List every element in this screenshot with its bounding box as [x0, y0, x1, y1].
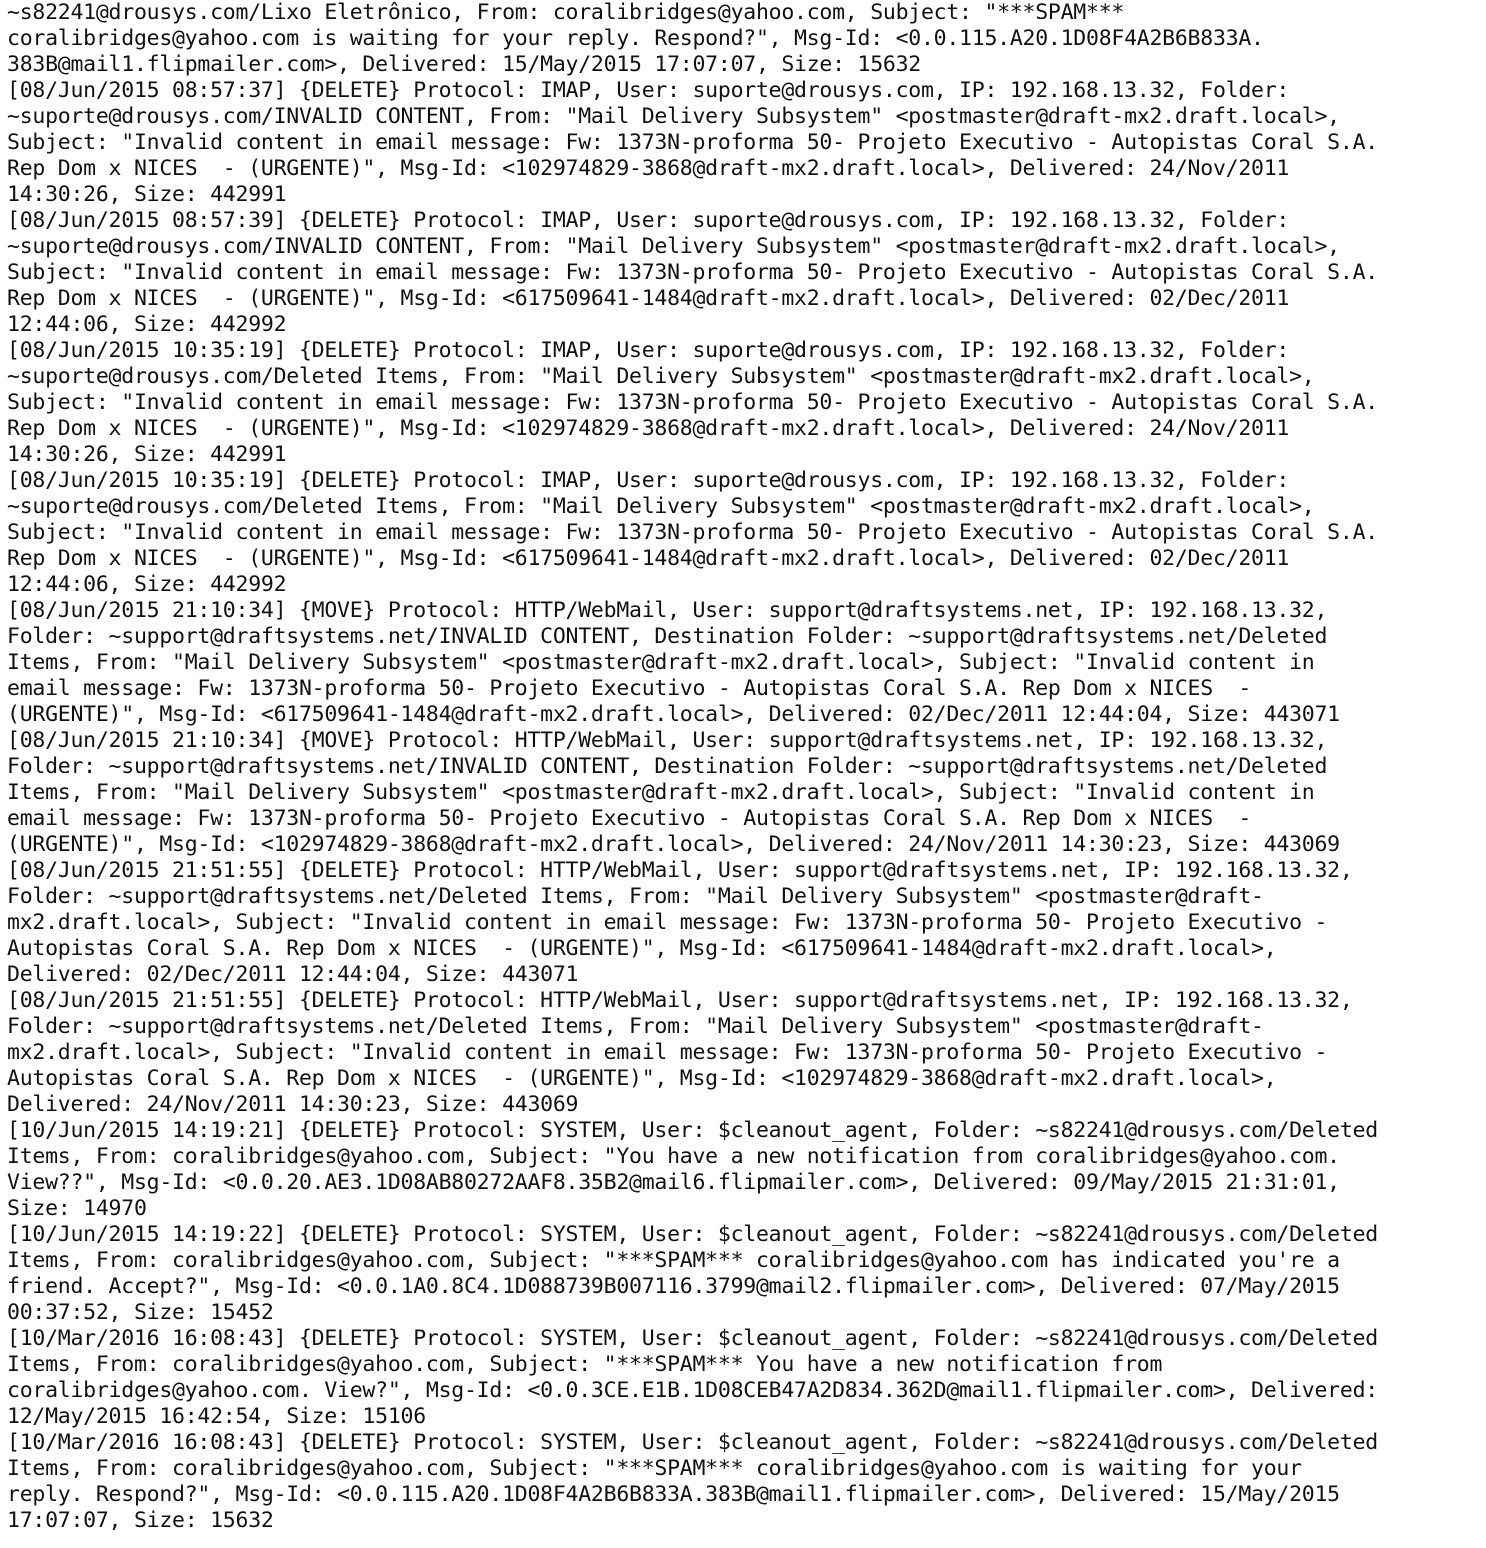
log-line: ~suporte@drousys.com/INVALID CONTENT, From: "Mail Delivery Subsystem" <postmaster@draft-mx2.draft.local>,: [7, 234, 1340, 259]
log-line: 12:44:06, Size: 442992: [7, 312, 287, 337]
log-line: coralibridges@yahoo.com is waiting for your reply. Respond?", Msg-Id: <0.0.115.A20.1D08F4A2B6B833A.: [7, 26, 1264, 51]
log-line: [10/Mar/2016 16:08:43] {DELETE} Protocol: SYSTEM, User: $cleanout_agent, Folder: ~s82241@drousys.com/Deleted: [7, 1326, 1378, 1351]
log-line: Items, From: coralibridges@yahoo.com, Subject: "***SPAM*** coralibridges@yahoo.com has indicated you're a: [7, 1248, 1340, 1273]
log-line: Items, From: "Mail Delivery Subsystem" <postmaster@draft-mx2.draft.local>, Subject: "Invalid content in: [7, 780, 1315, 805]
log-line: 14:30:26, Size: 442991: [7, 182, 287, 207]
log-line: Rep Dom x NICES - (URGENTE)", Msg-Id: <102974829-3868@draft-mx2.draft.local>, Delivered: 24/Nov/2011: [7, 416, 1290, 441]
log-line: 14:30:26, Size: 442991: [7, 442, 287, 467]
log-line: (URGENTE)", Msg-Id: <617509641-1484@draft-mx2.draft.local>, Delivered: 02/Dec/2011 12:44:04, Size: 443071: [7, 702, 1340, 727]
log-line: Autopistas Coral S.A. Rep Dom x NICES - (URGENTE)", Msg-Id: <102974829-3868@draft-mx2.draft.local>,: [7, 1066, 1277, 1091]
log-line: (URGENTE)", Msg-Id: <102974829-3868@draft-mx2.draft.local>, Delivered: 24/Nov/2011 14:30:23, Size: 443069: [7, 832, 1340, 857]
log-line: Subject: "Invalid content in email message: Fw: 1373N-proforma 50- Projeto Executivo - Autopistas Coral S.A.: [7, 390, 1378, 415]
log-line: Items, From: coralibridges@yahoo.com, Subject: "***SPAM*** You have a new notification from: [7, 1352, 1163, 1377]
log-line: reply. Respond?", Msg-Id: <0.0.115.A20.1D08F4A2B6B833A.383B@mail1.flipmailer.com>, Delivered: 15/May/2015: [7, 1482, 1340, 1507]
log-line: [08/Jun/2015 10:35:19] {DELETE} Protocol: IMAP, User: suporte@drousys.com, IP: 192.168.13.32, Folder:: [7, 468, 1290, 493]
log-line: ~s82241@drousys.com/Lixo Eletrônico, From: coralibridges@yahoo.com, Subject: "***SPAM***: [7, 0, 1125, 25]
log-line: mx2.draft.local>, Subject: "Invalid content in email message: Fw: 1373N-proforma 50- Projeto Executivo -: [7, 1040, 1328, 1065]
log-line: 17:07:07, Size: 15632: [7, 1508, 274, 1533]
log-line: Rep Dom x NICES - (URGENTE)", Msg-Id: <617509641-1484@draft-mx2.draft.local>, Delivered: 02/Dec/2011: [7, 546, 1290, 571]
log-line: ~suporte@drousys.com/Deleted Items, From: "Mail Delivery Subsystem" <postmaster@draft-mx2.draft.local>,: [7, 494, 1315, 519]
log-line: Items, From: coralibridges@yahoo.com, Subject: "You have a new notification from coralibridges@yahoo.com.: [7, 1144, 1340, 1169]
log-line: email message: Fw: 1373N-proforma 50- Projeto Executivo - Autopistas Coral S.A. Rep Dom x NICES -: [7, 806, 1252, 831]
log-line: [08/Jun/2015 21:51:55] {DELETE} Protocol: HTTP/WebMail, User: support@draftsystems.net, IP: 192.168.13.32,: [7, 858, 1353, 883]
log-line: Autopistas Coral S.A. Rep Dom x NICES - (URGENTE)", Msg-Id: <617509641-1484@draft-mx2.draft.local>,: [7, 936, 1277, 961]
log-line: Delivered: 02/Dec/2011 12:44:04, Size: 443071: [7, 962, 579, 987]
log-line: email message: Fw: 1373N-proforma 50- Projeto Executivo - Autopistas Coral S.A. Rep Dom x NICES -: [7, 676, 1252, 701]
log-line: ~suporte@drousys.com/Deleted Items, From: "Mail Delivery Subsystem" <postmaster@draft-mx2.draft.local>,: [7, 364, 1315, 389]
log-text-view[interactable]: [7, 0, 1483, 1534]
log-line: [08/Jun/2015 21:10:34] {MOVE} Protocol: HTTP/WebMail, User: support@draftsystems.net, IP: 192.168.13.32,: [7, 598, 1328, 623]
log-line: Folder: ~support@draftsystems.net/Deleted Items, From: "Mail Delivery Subsystem" <postmaster@draft-: [7, 1014, 1264, 1039]
log-line: Rep Dom x NICES - (URGENTE)", Msg-Id: <617509641-1484@draft-mx2.draft.local>, Delivered: 02/Dec/2011: [7, 286, 1290, 311]
log-line: Folder: ~support@draftsystems.net/Deleted Items, From: "Mail Delivery Subsystem" <postmaster@draft-: [7, 884, 1264, 909]
log-line: Subject: "Invalid content in email message: Fw: 1373N-proforma 50- Projeto Executivo - Autopistas Coral S.A.: [7, 260, 1378, 285]
log-line: 12/May/2015 16:42:54, Size: 15106: [7, 1404, 426, 1429]
log-line: Folder: ~support@draftsystems.net/INVALID CONTENT, Destination Folder: ~support@draftsystems.net/Deleted: [7, 754, 1328, 779]
log-line: ~suporte@drousys.com/INVALID CONTENT, From: "Mail Delivery Subsystem" <postmaster@draft-mx2.draft.local>,: [7, 104, 1340, 129]
log-line: Rep Dom x NICES - (URGENTE)", Msg-Id: <102974829-3868@draft-mx2.draft.local>, Delivered: 24/Nov/2011: [7, 156, 1290, 181]
log-line: 00:37:52, Size: 15452: [7, 1300, 274, 1325]
log-line: [08/Jun/2015 08:57:37] {DELETE} Protocol: IMAP, User: suporte@drousys.com, IP: 192.168.13.32, Folder:: [7, 78, 1290, 103]
log-line: [08/Jun/2015 21:10:34] {MOVE} Protocol: HTTP/WebMail, User: support@draftsystems.net, IP: 192.168.13.32,: [7, 728, 1328, 753]
log-line: Size: 14970: [7, 1196, 147, 1221]
log-line: coralibridges@yahoo.com. View?", Msg-Id: <0.0.3CE.E1B.1D08CEB47A2D834.362D@mail1.flipmailer.com>, Delivered:: [7, 1378, 1378, 1403]
log-line: [10/Mar/2016 16:08:43] {DELETE} Protocol: SYSTEM, User: $cleanout_agent, Folder: ~s82241@drousys.com/Deleted: [7, 1430, 1378, 1455]
log-line: 383B@mail1.flipmailer.com>, Delivered: 15/May/2015 17:07:07, Size: 15632: [7, 52, 921, 77]
log-line: Folder: ~support@draftsystems.net/INVALID CONTENT, Destination Folder: ~support@draftsystems.net/Deleted: [7, 624, 1328, 649]
log-line: [08/Jun/2015 21:51:55] {DELETE} Protocol: HTTP/WebMail, User: support@draftsystems.net, IP: 192.168.13.32,: [7, 988, 1353, 1013]
log-line: Subject: "Invalid content in email message: Fw: 1373N-proforma 50- Projeto Executivo - Autopistas Coral S.A.: [7, 520, 1378, 545]
log-line: friend. Accept?", Msg-Id: <0.0.1A0.8C4.1D088739B007116.3799@mail2.flipmailer.com>, Delivered: 07/May/2015: [7, 1274, 1340, 1299]
log-line: [08/Jun/2015 08:57:39] {DELETE} Protocol: IMAP, User: suporte@drousys.com, IP: 192.168.13.32, Folder:: [7, 208, 1290, 233]
log-line: View??", Msg-Id: <0.0.20.AE3.1D08AB80272AAF8.35B2@mail6.flipmailer.com>, Delivered: 09/May/2015 21:31:01,: [7, 1170, 1340, 1195]
log-line: Items, From: coralibridges@yahoo.com, Subject: "***SPAM*** coralibridges@yahoo.com is waiting for your: [7, 1456, 1302, 1481]
log-line: mx2.draft.local>, Subject: "Invalid content in email message: Fw: 1373N-proforma 50- Projeto Executivo -: [7, 910, 1328, 935]
log-line: 12:44:06, Size: 442992: [7, 572, 287, 597]
log-line: [10/Jun/2015 14:19:21] {DELETE} Protocol: SYSTEM, User: $cleanout_agent, Folder: ~s82241@drousys.com/Deleted: [7, 1118, 1378, 1143]
log-line: [08/Jun/2015 10:35:19] {DELETE} Protocol: IMAP, User: suporte@drousys.com, IP: 192.168.13.32, Folder:: [7, 338, 1290, 363]
log-line: Delivered: 24/Nov/2011 14:30:23, Size: 443069: [7, 1092, 579, 1117]
log-line: [10/Jun/2015 14:19:22] {DELETE} Protocol: SYSTEM, User: $cleanout_agent, Folder: ~s82241@drousys.com/Deleted: [7, 1222, 1378, 1247]
log-line: Items, From: "Mail Delivery Subsystem" <postmaster@draft-mx2.draft.local>, Subject: "Invalid content in: [7, 650, 1315, 675]
log-line: Subject: "Invalid content in email message: Fw: 1373N-proforma 50- Projeto Executivo - Autopistas Coral S.A.: [7, 130, 1378, 155]
